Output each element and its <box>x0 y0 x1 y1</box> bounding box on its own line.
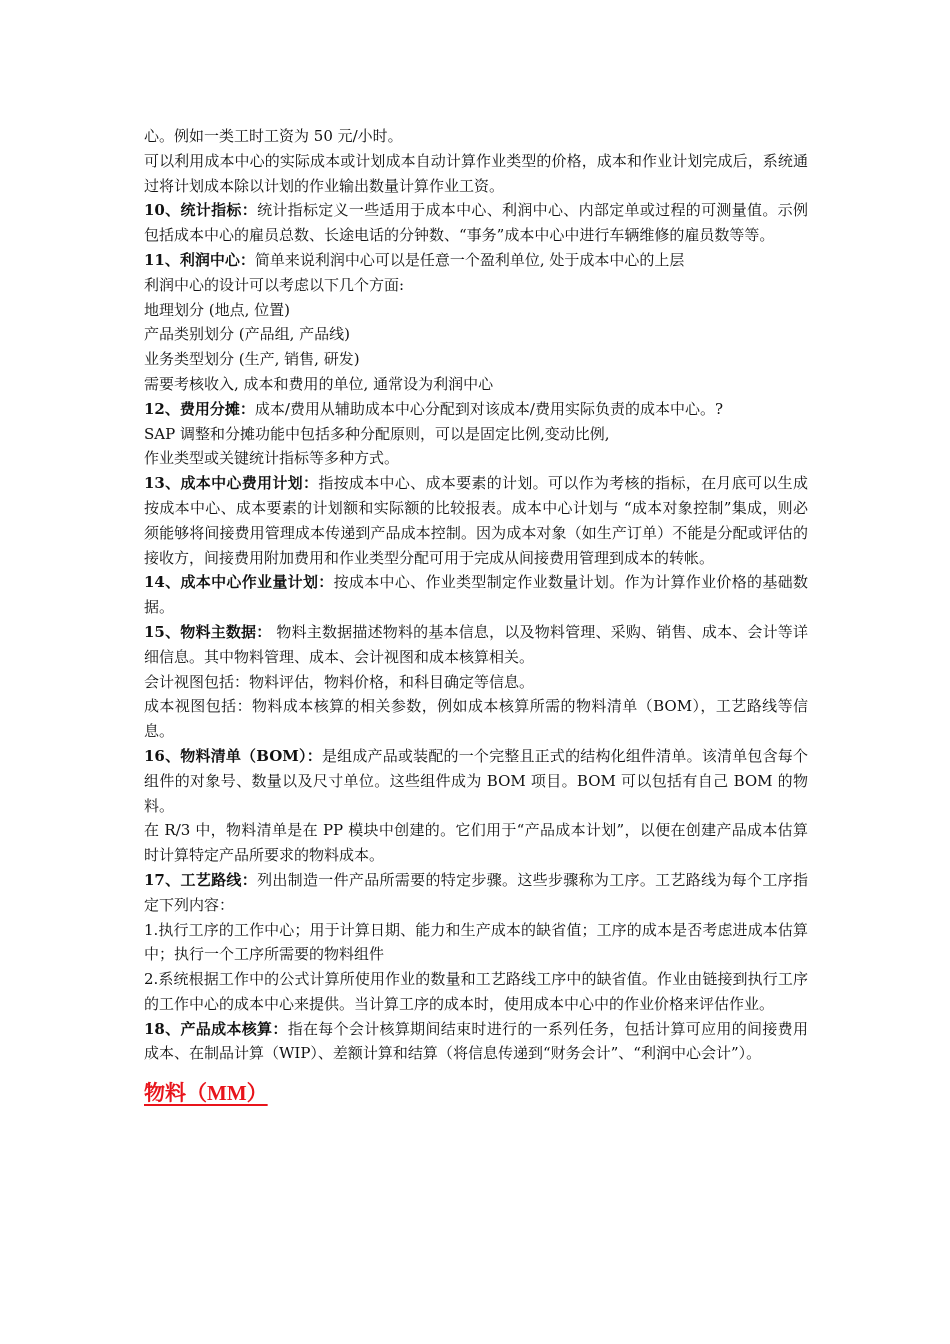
paragraph-text: SAP 调整和分摊功能中包括多种分配原则，可以是固定比例,变动比例, <box>144 424 610 443</box>
paragraph-text: 指按成本中心、成本要素的计划。可以作为考核的指标，在月底可以生成按成本中心、成本要素的计划额和实际额的比较报表。成本中心计划与 “成本对象控制”集成，则必须能够将间接费用管理成本传递到产品成本控制。因为成本对象（如生产订单）不能是分配或评估的接收方，间接费用附加费用和作业类型分配可用于完成从间接费用管理到成本的转帐。 <box>144 474 808 567</box>
paragraph-profit-center <box>144 248 808 273</box>
paragraph <box>144 670 808 695</box>
paragraph-text: 2.系统根据工作中的公式计算所使用作业的数量和工艺路线工序中的缺省值。作业由链接到执行工序的工作中心的成本中心来提供。当计算工序的成本时，使用成本中心中的作业价格来评估作业。 <box>144 970 808 1013</box>
paragraph-text: 会计视图包括：物料评估，物料价格，和科目确定等信息。 <box>144 672 535 691</box>
paragraph-label: 12、费用分摊： <box>144 399 255 418</box>
paragraph-product-costing <box>144 1017 808 1067</box>
paragraph-text: 需要考核收入, 成本和费用的单位, 通常设为利润中心 <box>144 374 494 393</box>
paragraph-cost-allocation <box>144 397 808 422</box>
paragraph-text: 成本视图包括：物料成本核算的相关参数，例如成本核算所需的物料清单（BOM），工艺路线等信息。 <box>144 697 808 741</box>
paragraph-text: 可以利用成本中心的实际成本或计划成本自动计算作业类型的价格，成本和作业计划完成后，系统通过将计划成本除以计划的作业输出数量计算作业工资。 <box>144 151 808 195</box>
paragraph <box>144 967 808 1017</box>
paragraph-text: 统计指标定义一些适用于成本中心、利润中心、内部定单或过程的可测量值。示例包括成本中心的雇员总数、长途电话的分钟数、“事务”成本中心中进行车辆维修的雇员数等等。 <box>144 201 808 245</box>
paragraph-text: 简单来说利润中心可以是任意一个盈利单位, 处于成本中心的上层 <box>254 250 685 269</box>
document-body <box>144 124 808 1108</box>
paragraph <box>144 298 808 323</box>
paragraph <box>144 372 808 397</box>
paragraph-text: 利润中心的设计可以考虑以下几个方面: <box>144 275 405 294</box>
paragraph <box>144 347 808 372</box>
paragraph <box>144 818 808 868</box>
paragraph <box>144 273 808 298</box>
paragraph-label: 15、物料主数据： <box>144 622 272 641</box>
paragraph-text: 列出制造一件产品所需要的特定步骤。这些步骤称为工序。工艺路线为每个工序指定下列内容： <box>144 870 808 914</box>
paragraph <box>144 694 808 744</box>
paragraph-text: 1.执行工序的工作中心；用于计算日期、能力和生产成本的缺省值；工序的成本是否考虑进成本估算中；执行一个工序所需要的物料组件 <box>144 920 808 964</box>
paragraph-bom <box>144 744 808 818</box>
paragraph-activity-quantity-plan <box>144 570 808 620</box>
paragraph-text: 业务类型划分 (生产, 销售, 研发) <box>144 350 360 369</box>
paragraph <box>144 149 808 199</box>
paragraph-label: 17、工艺路线： <box>144 870 258 889</box>
paragraph-label: 18、产品成本核算： <box>144 1019 288 1038</box>
paragraph-label: 11、利润中心： <box>144 250 255 269</box>
paragraph-cost-center-expense-plan <box>144 471 808 570</box>
paragraph-text: 心。例如一类工时工资为 50 元/小时。 <box>144 127 403 145</box>
paragraph-label: 16、物料清单（BOM）： <box>144 746 322 765</box>
paragraph-text: 是组成产品或装配的一个完整且正式的结构化组件清单。该清单包含每个组件的对象号、数量以及尺寸单位。这些组件成为 BOM 项目。BOM 可以包括有自己 BOM 的物料。 <box>144 746 808 815</box>
paragraph-label: 13、成本中心费用计划： <box>144 474 319 493</box>
paragraph-text: 成本/费用从辅助成本中心分配到对该成本/费用实际负责的成本中心。? <box>254 399 724 418</box>
paragraph-statistical-indicators <box>144 198 808 248</box>
paragraph-text: 产品类别划分 (产品组, 产品线) <box>144 325 351 344</box>
paragraph-text: 按成本中心、作业类型制定作业数量计划。作为计算作业价格的基础数据。 <box>144 573 808 617</box>
paragraph-text: 作业类型或关键统计指标等多种方式。 <box>144 449 400 468</box>
paragraph <box>144 322 808 347</box>
paragraph-label: 10、统计指标： <box>144 201 258 220</box>
paragraph-text: 物料主数据描述物料的基本信息，以及物料管理、采购、销售、成本、会计等详细信息。其中物料管理、成本、会计视图和成本核算相关。 <box>144 622 809 666</box>
paragraph-text: 指在每个会计核算期间结束时进行的一系列任务，包括计算可应用的间接费用成本、在制品计算（WIP）、差额计算和结算（将信息传递到“财务会计”、“利润中心会计”）。 <box>144 1019 808 1063</box>
paragraph-label: 14、成本中心作业量计划： <box>144 573 334 592</box>
paragraph <box>144 446 808 471</box>
paragraph <box>144 124 808 149</box>
paragraph-routing <box>144 868 808 918</box>
paragraph-text: 地理划分 (地点, 位置) <box>144 300 291 319</box>
paragraph <box>144 422 808 447</box>
section-heading-mm: 物料（MM） <box>144 1081 268 1106</box>
paragraph-material-master <box>144 620 808 670</box>
paragraph <box>144 918 808 968</box>
paragraph-text: 在 R/3 中，物料清单是在 PP 模块中创建的。它们用于“产品成本计划”，以便在创建产品成本估算时计算特定产品所要求的物料成本。 <box>144 821 808 865</box>
